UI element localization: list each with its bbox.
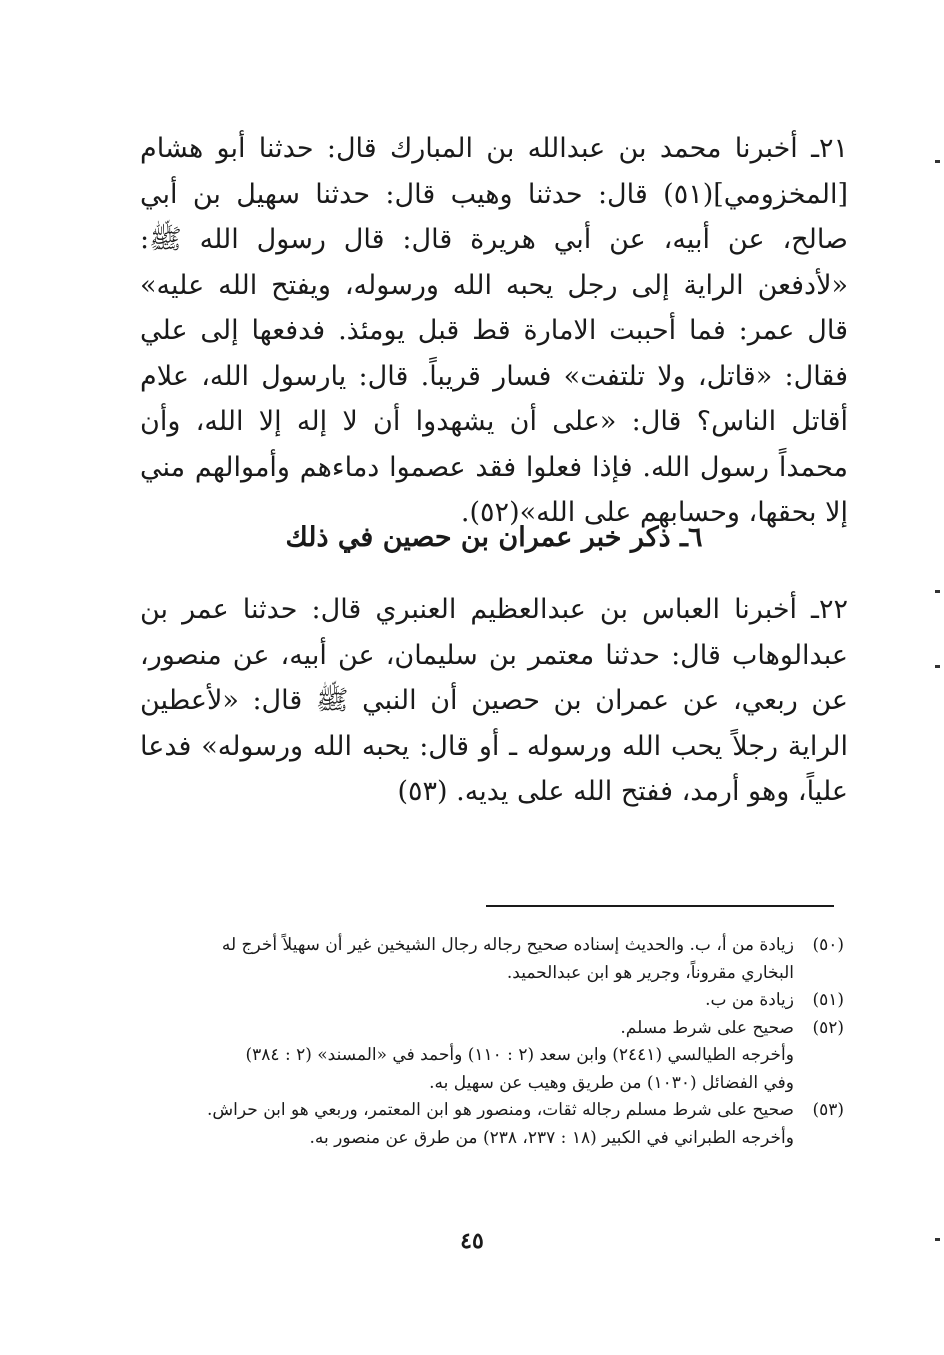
scan-edge-mark bbox=[935, 1238, 940, 1241]
footnote-number: (٥٣) bbox=[812, 1100, 844, 1120]
footnote-body bbox=[130, 1097, 794, 1152]
footnote-divider bbox=[486, 905, 834, 907]
footnote-52 bbox=[130, 1015, 844, 1098]
footnote-50 bbox=[130, 932, 844, 987]
footnote-line: البخاري مقروناً، وجرير هو ابن عبدالحميد. bbox=[506, 962, 794, 983]
footnote-line: زيادة من ب. bbox=[705, 990, 794, 1010]
footnote-line: وأخرجه الطبراني في الكبير (١٨ : ٢٣٧، ٢٣٨) من طرق عن منصور به. bbox=[309, 1127, 794, 1148]
footnote-body bbox=[130, 1015, 794, 1098]
scan-edge-mark bbox=[935, 590, 940, 593]
hadith-22-paragraph: ٢٢ـ أخبرنا العباس بن عبدالعظيم العنبري قال: حدثنا عمر بن عبدالوهاب قال: حدثنا معتمر بن سليمان، عن أبيه، عن منصور، عن ربعي، عن عمران بن حصين أن النبي ﷺ قال: «لأعطين الراية رجلاً يحب الله ورسوله ـ أو قال: يحبه الله ورسوله» فدعا علياً، وهو أرمد، ففتح الله على يديه. (٥٣) bbox=[140, 594, 848, 807]
footnote-number: (٥٠) bbox=[812, 935, 844, 955]
footnote-line: صحيح على شرط مسلم. bbox=[620, 1017, 794, 1038]
footnote-body bbox=[130, 987, 794, 1015]
footnotes-section bbox=[130, 932, 844, 1152]
footnote-line: زيادة من أ، ب. والحديث إسناده صحيح رجاله رجال الشيخين غير أن سهيلاً أخرج له bbox=[221, 935, 794, 955]
section-heading: ٦ـ ذكر خبر عمران بن حصين في ذلك bbox=[285, 522, 703, 553]
scan-edge-mark bbox=[935, 160, 940, 163]
footnote-body bbox=[130, 932, 794, 987]
page-number: ٤٥ bbox=[460, 1228, 484, 1254]
footnote-number: (٥٢) bbox=[812, 1017, 844, 1038]
footnote-line: وفي الفضائل (١٠٣٠) من طريق وهيب عن سهيل به. bbox=[429, 1072, 794, 1093]
hadith-21-paragraph: ٢١ـ أخبرنا محمد بن عبدالله بن المبارك قال: حدثنا أبو هشام [المخزومي](٥١) قال: حدثنا وهيب قال: حدثنا سهيل بن أبي صالح، عن أبيه، عن أبي هريرة قال: قال رسول الله ﷺ: «لأدفعن الراية إلى رجل يحبه الله ورسوله، ويفتح الله عليه» قال عمر: فما أحببت الامارة قط قبل يومئذ. فدفعها إلى علي فقال: «قاتل، ولا تلتفت» فسار قريباً. قال: يارسول الله، علام أقاتل الناس؟ قال: «على أن يشهدوا أن لا إله إلا الله، وأن محمداً رسول الله. فإذا فعلوا فقد عصموا دماءهم وأموالهم مني إلا بحقها، وحسابهم على الله»(٥٢). bbox=[140, 133, 848, 528]
footnote-line: وأخرجه الطيالسي (٢٤٤١) وابن سعد (٢ : ١١٠) وأحمد في «المسند» (٢ : ٣٨٤) bbox=[245, 1045, 794, 1065]
footnote-number: (٥١) bbox=[812, 990, 844, 1010]
footnote-51 bbox=[130, 987, 844, 1015]
footnote-53 bbox=[130, 1097, 844, 1152]
scan-edge-mark bbox=[935, 665, 940, 668]
footnote-line: صحيح على شرط مسلم رجاله ثقات، ومنصور هو ابن المعتمر، وربعي هو ابن حراش. bbox=[207, 1100, 794, 1120]
